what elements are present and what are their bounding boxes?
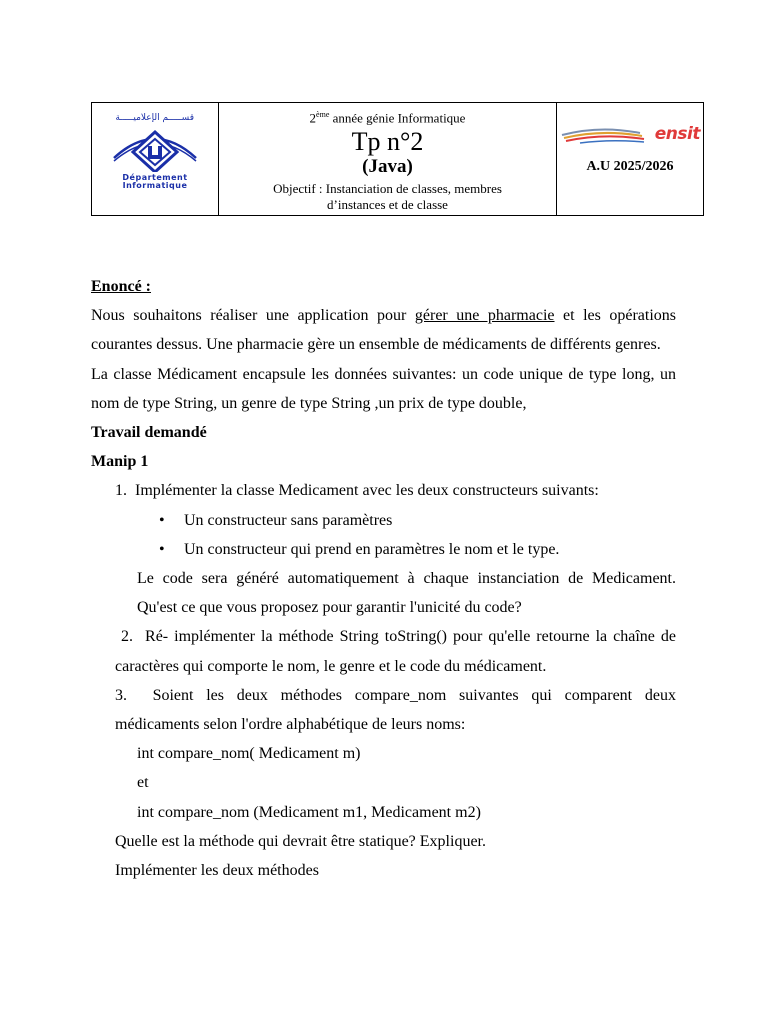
bullet-icon: • <box>159 540 165 558</box>
objective <box>219 181 556 213</box>
question-1-number: 1. <box>115 482 127 500</box>
year-superscript: ème <box>316 110 330 120</box>
bullet-icon: • <box>159 511 165 529</box>
academic-year: A.U 2025/2026 <box>586 159 674 174</box>
year-number: 2 <box>309 110 317 126</box>
document-body <box>91 272 676 885</box>
question-3-text: Soient les deux méthodes compare_nom suivantes qui comparent deux médicaments selon l'ordre alphabétique de leurs noms: <box>115 686 677 734</box>
bullet-item-1 <box>91 506 676 535</box>
code-signature-2: int compare_nom (Medicament m1, Medicament m2) <box>137 803 481 821</box>
department-name-line1: Département <box>122 173 188 182</box>
question-2-text: Ré- implémenter la méthode String toString() pour qu'elle retourne la chaîne de caractères qui comporte le nom, le genre et le code du médicament. <box>115 628 677 675</box>
class-description: La classe Médicament encapsule les données suivantes: un code unique de type long, un nom de type String, un genre de type String ,un prix de type double, <box>91 365 676 412</box>
intro-text-1: Nous souhaitons réaliser une application pour <box>91 307 415 325</box>
intro-underlined-phrase: gérer une pharmacie <box>414 307 555 325</box>
question-1-note: Le code sera généré automatiquement à chaque instanciation de Medicament. Qu'est ce que vous proposez pour garantir l'unicité du code? <box>137 570 676 617</box>
code-signature-1: int compare_nom( Medicament m) <box>137 745 361 763</box>
question-2 <box>91 622 676 680</box>
bullet-text-1: Un constructeur sans paramètres <box>184 511 393 529</box>
department-emblem-icon <box>112 128 198 172</box>
objective-line1: Objectif : Instanciation de classes, membres <box>273 180 502 196</box>
manip-heading: Manip 1 <box>91 453 149 471</box>
question-3 <box>91 681 676 739</box>
school-cell <box>557 103 704 216</box>
question-1-text: Implémenter la classe Medicament avec les deux constructeurs suivants: <box>135 482 599 500</box>
department-arabic-name: قســـــم الإعلاميـــــة <box>115 113 194 123</box>
enonce-heading: Enoncé : <box>91 278 151 295</box>
question-2-number: 2. <box>121 628 134 646</box>
department-name-line2: Informatique <box>122 181 188 190</box>
intro-text-2: et les opérations courantes dessus. Une pharmacie gère un ensemble de médicaments de différents genres. <box>91 307 676 354</box>
header-table <box>91 102 704 216</box>
year-program <box>219 107 556 126</box>
ensit-logo <box>560 123 700 149</box>
ensit-wordmark: ensit <box>654 124 700 144</box>
static-question: Quelle est la méthode qui devrait être statique? Expliquer. <box>115 832 486 850</box>
subject-title: (Java) <box>362 155 413 177</box>
department-logo <box>100 114 210 204</box>
question-1 <box>91 476 676 505</box>
bullet-item-2 <box>91 535 676 564</box>
tp-title: Tp n°2 <box>351 126 424 156</box>
bullet-text-2: Un constructeur qui prend en paramètres le nom et le type. <box>184 540 560 558</box>
question-3-number: 3. <box>115 686 127 704</box>
intro-paragraph <box>91 301 676 359</box>
travail-heading: Travail demandé <box>91 424 207 442</box>
code-conjunction: et <box>137 774 149 792</box>
title-cell <box>219 103 557 216</box>
department-logo-cell <box>92 103 219 216</box>
implement-instruction: Implémenter les deux méthodes <box>115 862 319 880</box>
objective-line2: d’instances et de classe <box>327 196 448 212</box>
program-name: année génie Informatique <box>329 110 466 126</box>
